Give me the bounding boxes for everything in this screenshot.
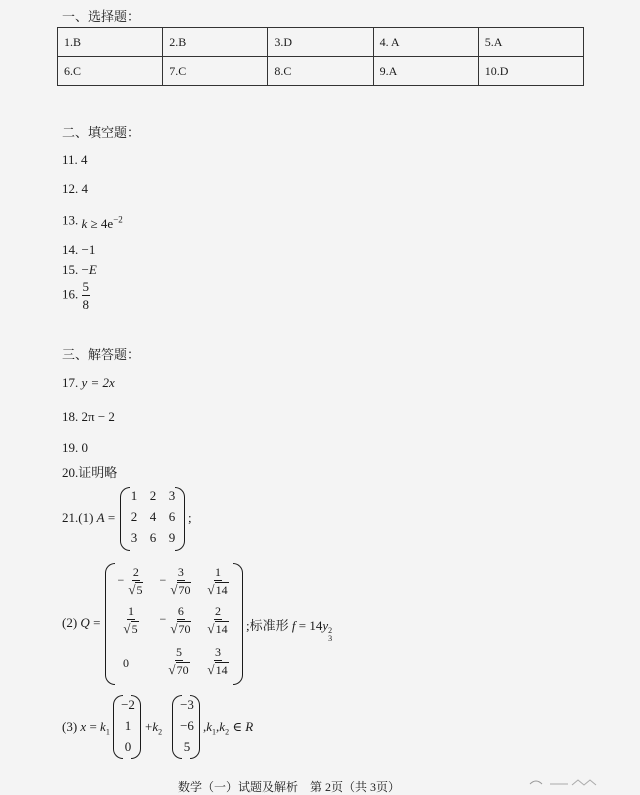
vector-cell: −6 [180, 718, 194, 733]
answer-13-relation: ≥ 4e [87, 216, 114, 232]
answer-13-number: 13. [62, 212, 79, 228]
matrix-cell [200, 566, 236, 596]
matrix-cell: 6 [149, 530, 157, 545]
fraction-numerator: 1 [127, 604, 134, 618]
matrix-fraction [167, 646, 190, 676]
subscript: 1 [212, 727, 217, 737]
answer-13 [62, 211, 123, 232]
table-cell: 1.B [58, 28, 163, 57]
superscript: 2 [328, 626, 333, 635]
equals-sign: = [89, 615, 101, 630]
answer-18: 18. 2π − 2 [62, 409, 115, 424]
radicand: 14 [215, 663, 228, 677]
fraction-denominator: √70 [170, 621, 191, 636]
answer-17-number: 17. [62, 375, 79, 390]
table-cell: 7.C [163, 57, 268, 86]
matrix-cell [111, 605, 151, 635]
semicolon: ; [188, 510, 192, 525]
radicand: 70 [178, 622, 191, 636]
minus-sign: − [117, 572, 125, 587]
fraction-numerator: 5 [175, 645, 182, 659]
part-label: (3) [62, 719, 78, 734]
radicand: 5 [136, 583, 143, 597]
fraction-denominator: √14 [207, 621, 228, 636]
x-variable: x [80, 719, 87, 734]
answer-15-variable: E [88, 262, 97, 277]
k-membership: $,k_1,k_2$ ∈ R [203, 719, 254, 737]
subscript: 1 [105, 727, 110, 737]
answer-15-number: 15. − [62, 262, 89, 277]
matrix-fraction [127, 566, 144, 596]
fraction-numerator: 3 [177, 565, 184, 579]
minus-sign: − [159, 572, 167, 587]
matrix-cell: 2 [149, 488, 157, 503]
matrix-fraction [206, 605, 229, 635]
standard-form-label: ;标准形 [246, 618, 289, 633]
subscript: 3 [328, 634, 333, 643]
radicand: 70 [178, 583, 191, 597]
matrix-cell: 9 [168, 530, 176, 545]
plus-k2 [145, 719, 162, 737]
section-fill-heading: 二、填空题： [62, 125, 141, 140]
minus-sign: − [159, 611, 167, 626]
radicand: 14 [215, 583, 228, 597]
answer-16-fraction [82, 280, 91, 311]
k-variable: k [152, 719, 159, 734]
answer-16 [62, 280, 90, 311]
answer-13-variable: k [81, 216, 88, 232]
section-choice-heading: 一、选择题： [62, 9, 141, 24]
standard-form [246, 615, 332, 643]
answer-19: 19. 0 [62, 440, 88, 455]
fraction-denominator: √70 [170, 582, 191, 597]
answer-20: 20.证明略 [62, 465, 118, 480]
part-label: 21.(1) [62, 510, 94, 525]
vector-cell: −2 [121, 697, 135, 712]
y-variable: y [322, 618, 329, 633]
matrix-fraction [169, 566, 192, 596]
k-variable: k [206, 719, 213, 734]
table-row [58, 28, 584, 57]
table-cell: 8.C [268, 57, 373, 86]
matrix-fraction [169, 605, 192, 635]
table-cell: 6.C [58, 57, 163, 86]
radicand: 14 [215, 622, 228, 636]
table-cell: 4. A [373, 28, 478, 57]
subscript: 2 [158, 727, 163, 737]
page-footer: 数学（一）试题及解析 第 2页（共 3页） [178, 780, 401, 794]
answer-11: 11. 4 [62, 152, 88, 167]
radicand: 70 [176, 663, 189, 677]
part-label: (2) [62, 615, 78, 630]
matrix-variable: A [96, 510, 105, 525]
matrix-cell [155, 646, 203, 676]
matrix-variable: Q [80, 615, 90, 630]
fraction-numerator: 2 [214, 604, 221, 618]
fraction-denominator: 8 [82, 297, 89, 312]
matrix-fraction [122, 605, 139, 635]
choice-answer-table [57, 27, 584, 86]
table-cell: 3.D [268, 28, 373, 57]
matrix-cell [200, 646, 236, 676]
plus-sign: + [145, 719, 153, 734]
function-variable: f [291, 618, 296, 633]
answer-14: 14. −1 [62, 242, 96, 257]
matrix-cell: 4 [149, 509, 157, 524]
watermark-logo-icon [528, 776, 598, 788]
answer-21-3-label [62, 719, 110, 737]
answer-12: 12. 4 [62, 181, 88, 196]
matrix-fraction [206, 566, 229, 596]
table-cell: 9.A [373, 57, 478, 86]
matrix-cell [152, 605, 200, 635]
equals-sign: = [86, 719, 101, 734]
matrix-cell: 6 [168, 509, 176, 524]
fraction-numerator: 2 [132, 565, 139, 579]
matrix-cell: 1 [130, 488, 138, 503]
equals-sign: = 14 [295, 618, 323, 633]
matrix-cell [111, 566, 151, 596]
real-set: R [245, 719, 254, 734]
k-variable: k [100, 719, 106, 734]
fraction-numerator: 6 [177, 604, 184, 618]
answer-15 [62, 262, 97, 278]
fraction-numerator: 3 [214, 645, 221, 659]
vector-cell: 0 [124, 739, 132, 754]
section-solve-heading: 三、解答题： [62, 347, 141, 362]
table-cell: 5.A [478, 28, 583, 57]
answer-17-equation: y = 2x [81, 375, 115, 390]
fraction-denominator: √14 [207, 582, 228, 597]
k-variable: k [219, 719, 226, 734]
radicand: 5 [131, 622, 138, 636]
fraction-denominator: √14 [207, 662, 228, 677]
vector-cell: −3 [180, 697, 194, 712]
matrix-cell: 2 [130, 509, 138, 524]
fraction-numerator: 1 [214, 565, 221, 579]
answer-21-2-label [62, 615, 100, 631]
matrix-cell: 3 [130, 530, 138, 545]
fraction-numerator: 5 [82, 279, 89, 294]
vector-cell: 1 [124, 718, 132, 733]
matrix-cell [200, 605, 236, 635]
matrix-cell: 3 [168, 488, 176, 503]
fraction-denominator: √70 [168, 662, 189, 677]
answer-13-exponent: −2 [113, 215, 123, 225]
matrix-cell: 0 [123, 656, 129, 670]
vector-cell: 5 [183, 739, 191, 754]
matrix-cell [152, 566, 200, 596]
fraction-denominator: √5 [128, 582, 143, 597]
fraction-denominator: √5 [123, 621, 138, 636]
answer-17 [62, 375, 115, 391]
equals-sign: = [104, 510, 116, 525]
table-cell: 10.D [478, 57, 583, 86]
subscript: 2 [225, 727, 230, 737]
matrix-fraction [206, 646, 229, 676]
answer-16-number: 16. [62, 286, 79, 302]
table-cell: 2.B [163, 28, 268, 57]
table-row [58, 57, 584, 86]
answer-21-1-label [62, 510, 115, 526]
element-of: ∈ [229, 719, 246, 734]
